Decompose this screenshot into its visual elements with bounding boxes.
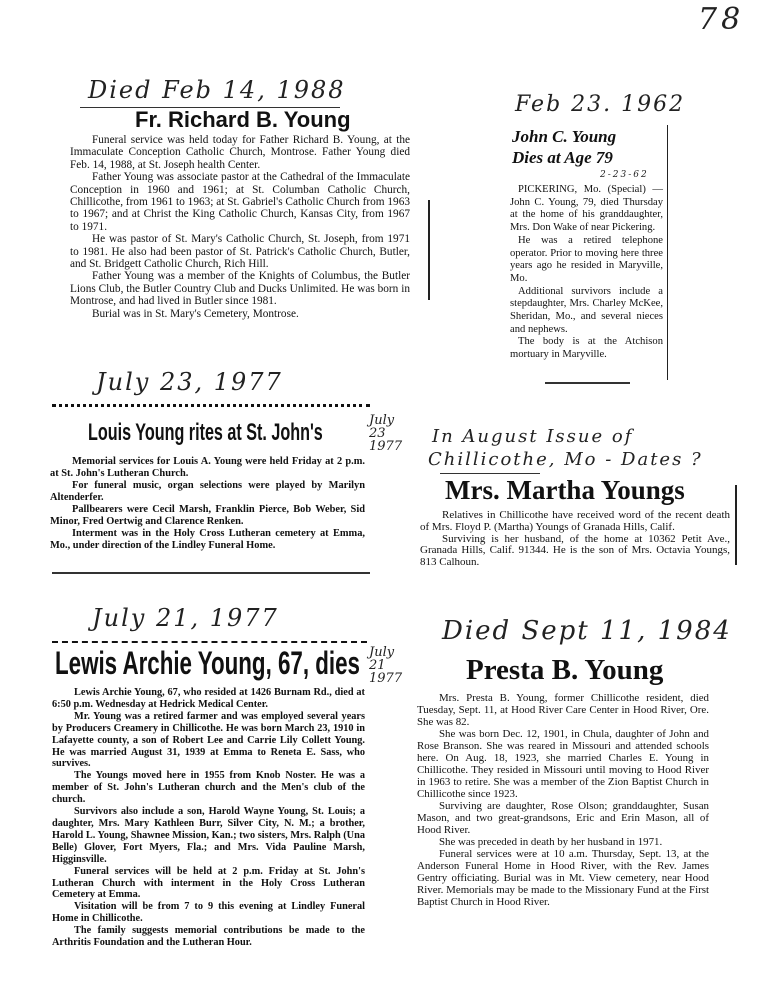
handwritten-note: July 21 1977: [369, 645, 403, 686]
page-number-note: 78: [698, 2, 745, 37]
article-body: [50, 456, 365, 552]
divider: [440, 473, 540, 474]
handwritten-note-line-1: In August Issue of: [432, 426, 634, 447]
paragraph: Funeral service was held today for Father Richard B. Young, at the Immaculate Conception Catholic Church, Montrose. Father Young died Feb. 14, 1988, at St. Joseph health Center.: [70, 134, 410, 171]
paragraph: Lewis Archie Young, 67, who resided at 1426 Burnam Rd., died at 6:50 p.m. Wednesday at Hedrick Medical Center.: [52, 687, 365, 710]
handwritten-date: Died Feb 14, 1988: [88, 76, 346, 104]
handwritten-date: July 23, 1977: [96, 368, 283, 396]
paragraph: Father Young was associate pastor at the Cathedral of the Immaculate Conception in 1960 and 1961; at St. Columban Catholic Church, Chillicothe, from 1961 to 1963; at St. Gabriel's Catholic Church from 1963 to 1967; and at Christ the King Catholic Church, Kansas City, from 1967 to 1971.: [70, 171, 410, 233]
column-rule: [667, 125, 668, 380]
paragraph: Burial was in St. Mary's Cemetery, Montrose.: [92, 307, 299, 320]
paragraph: Funeral services will be held at 2 p.m. Friday at St. John's Lutheran Church with interment in the Holy Cross Lutheran Cemetery at Emma.: [52, 865, 365, 901]
divider: [52, 572, 370, 574]
handwritten-date: Feb 23. 1962: [515, 92, 686, 117]
paragraph: Survivors also include a son, Harold Wayne Young, St. Louis; a daughter, Mrs. Mary Kathleen Burr, Silver City, N. M.; a brother, Harold L. Young, Shawnee Mission, Kan.; two sisters, Mrs. Ralph (Una Belle) Glover, Fort Myers, Fla.; and Mrs. Vida Pauline Marsh, Higginsville.: [52, 806, 365, 865]
paragraph: The Youngs moved here in 1955 from Knob Noster. He was a member of St. John's Lutheran church and the Men's club of the church.: [52, 770, 365, 806]
headline: Louis Young rites at St. John's: [88, 419, 323, 446]
article-body: [510, 184, 663, 362]
wavy-divider: [52, 404, 370, 411]
handwritten-date: Died Sept 11, 1984: [442, 616, 732, 646]
paragraph: Memorial services for Louis A. Young were held Friday at 2 p.m. at St. John's Lutheran Church.: [50, 456, 365, 479]
paragraph: Pallbearers were Cecil Marsh, Franklin Pierce, Bob Weber, Sid Minor, Fred Oertwig and Clarence Renken.: [50, 504, 365, 527]
paragraph: Mrs. Presta B. Young, former Chillicothe resident, died Tuesday, Sept. 11, at Hood River Care Center in Hood River, Ore. She was 82.: [417, 692, 709, 728]
paragraph: The family suggests memorial contributions be made to the Arthritis Foundation and the Lutheran Hour.: [52, 925, 365, 949]
paragraph: Funeral services were at 10 a.m. Thursday, Sept. 13, at the Anderson Funeral Home in Hood River, with the Rev. James Gentry officiating. Burial was in Mt. View cemetery, near Hood River. Memorials may be made to the Missionary Fund at the First Baptist Church in Hood River.: [417, 848, 709, 908]
paragraph: Father Young was a member of the Knights of Columbus, the Butler Lions Club, the Butler Country Club and Ducks Unlimited. He was born in Montrose, and had lived in Butler since 1981.: [70, 270, 410, 308]
paragraph: For funeral music, organ selections were played by Marilyn Altenderfer.: [50, 480, 365, 503]
handwritten-note-line-2: Chillicothe, Mo - Dates ?: [428, 449, 703, 470]
headline: Mrs. Martha Youngs: [445, 475, 685, 505]
paragraph: Additional survivors include a stepdaughter, Mrs. Charley McKee, Sheridan, Mo., and several nieces and nephews.: [510, 285, 663, 335]
article-body: [52, 687, 365, 949]
paragraph: She was preceded in death by her husband in 1971.: [439, 836, 663, 848]
paragraph: The body is at the Atchison mortuary in Maryville.: [510, 336, 663, 361]
paragraph: He was a retired telephone operator. Prior to moving here three years ago he resided in Maryville, Mo.: [510, 234, 663, 284]
paragraph: Interment was in the Holy Cross Lutheran cemetery at Emma, Mo., under direction of the Lindley Funeral Home.: [50, 528, 365, 551]
paragraph: Relatives in Chillicothe have received word of the recent death of Mrs. Floyd P. (Martha) Youngs of Granada Hills, Calif.: [420, 509, 730, 533]
paragraph: She was born Dec. 12, 1901, in Chula, daughter of John and Rose Branson. She was reared in Missouri and attended schools here. On Aug. 18, 1923, she married Charles E. Young in Chillicothe. They resided in Missouri until moving to Hood River in 1963 to retire. She was a member of the Zion Baptist Church in Chillicothe since 1923.: [417, 728, 709, 800]
headline-line-1: John C. Young: [512, 127, 617, 146]
column-rule: [735, 485, 737, 565]
paragraph: Mr. Young was a retired farmer and was employed several years by Producers Creamery in Chillicothe. He was born March 23, 1910 in Lafayette county, a son of Robert Lee and Carrie Lily Collett Young. He was married August 31, 1939 at Emma to Reneta E. Sass, who survives.: [52, 710, 365, 770]
paragraph: PICKERING, Mo. (Special) — John C. Young, 79, died Thursday at the home of his granddaughter, Mrs. Don Wake of near Pickering.: [510, 184, 663, 234]
paragraph: Surviving are daughter, Rose Olson; granddaughter, Susan Mason, and two great-grandsons, Eric and Erin Mason, all of Hood River.: [417, 800, 709, 836]
headline: Presta B. Young: [466, 654, 664, 686]
divider: [545, 382, 630, 384]
paragraph: Surviving is her husband, of the home at 10362 Petit Ave., Granada Hills, Calif. 91344. He is the son of Mrs. Octavia Youngs, 813 Calhoun.: [420, 532, 730, 569]
article-body: [417, 692, 709, 908]
handwritten-note: 2-23-62: [600, 170, 649, 180]
article-body: [70, 134, 410, 320]
column-rule: [428, 200, 430, 300]
paragraph: He was pastor of St. Mary's Catholic Church, St. Joseph, from 1971 to 1981. He also had been pastor of St. Patrick's Catholic Church, Butler, and St. Bridgett Catholic Church, Rich Hill.: [70, 233, 410, 271]
headline-line-2: Dies at Age 79: [512, 148, 613, 167]
handwritten-note: July 23 1977: [369, 413, 403, 454]
paragraph: Visitation will be from 7 to 9 this evening at Lindley Funeral Home in Chillicothe.: [52, 901, 365, 925]
headline: Lewis Archie Young, 67, dies: [55, 645, 360, 681]
handwritten-date: July 21, 1977: [92, 604, 279, 632]
headline: Fr. Richard B. Young: [135, 107, 351, 132]
article-body: [420, 510, 730, 569]
